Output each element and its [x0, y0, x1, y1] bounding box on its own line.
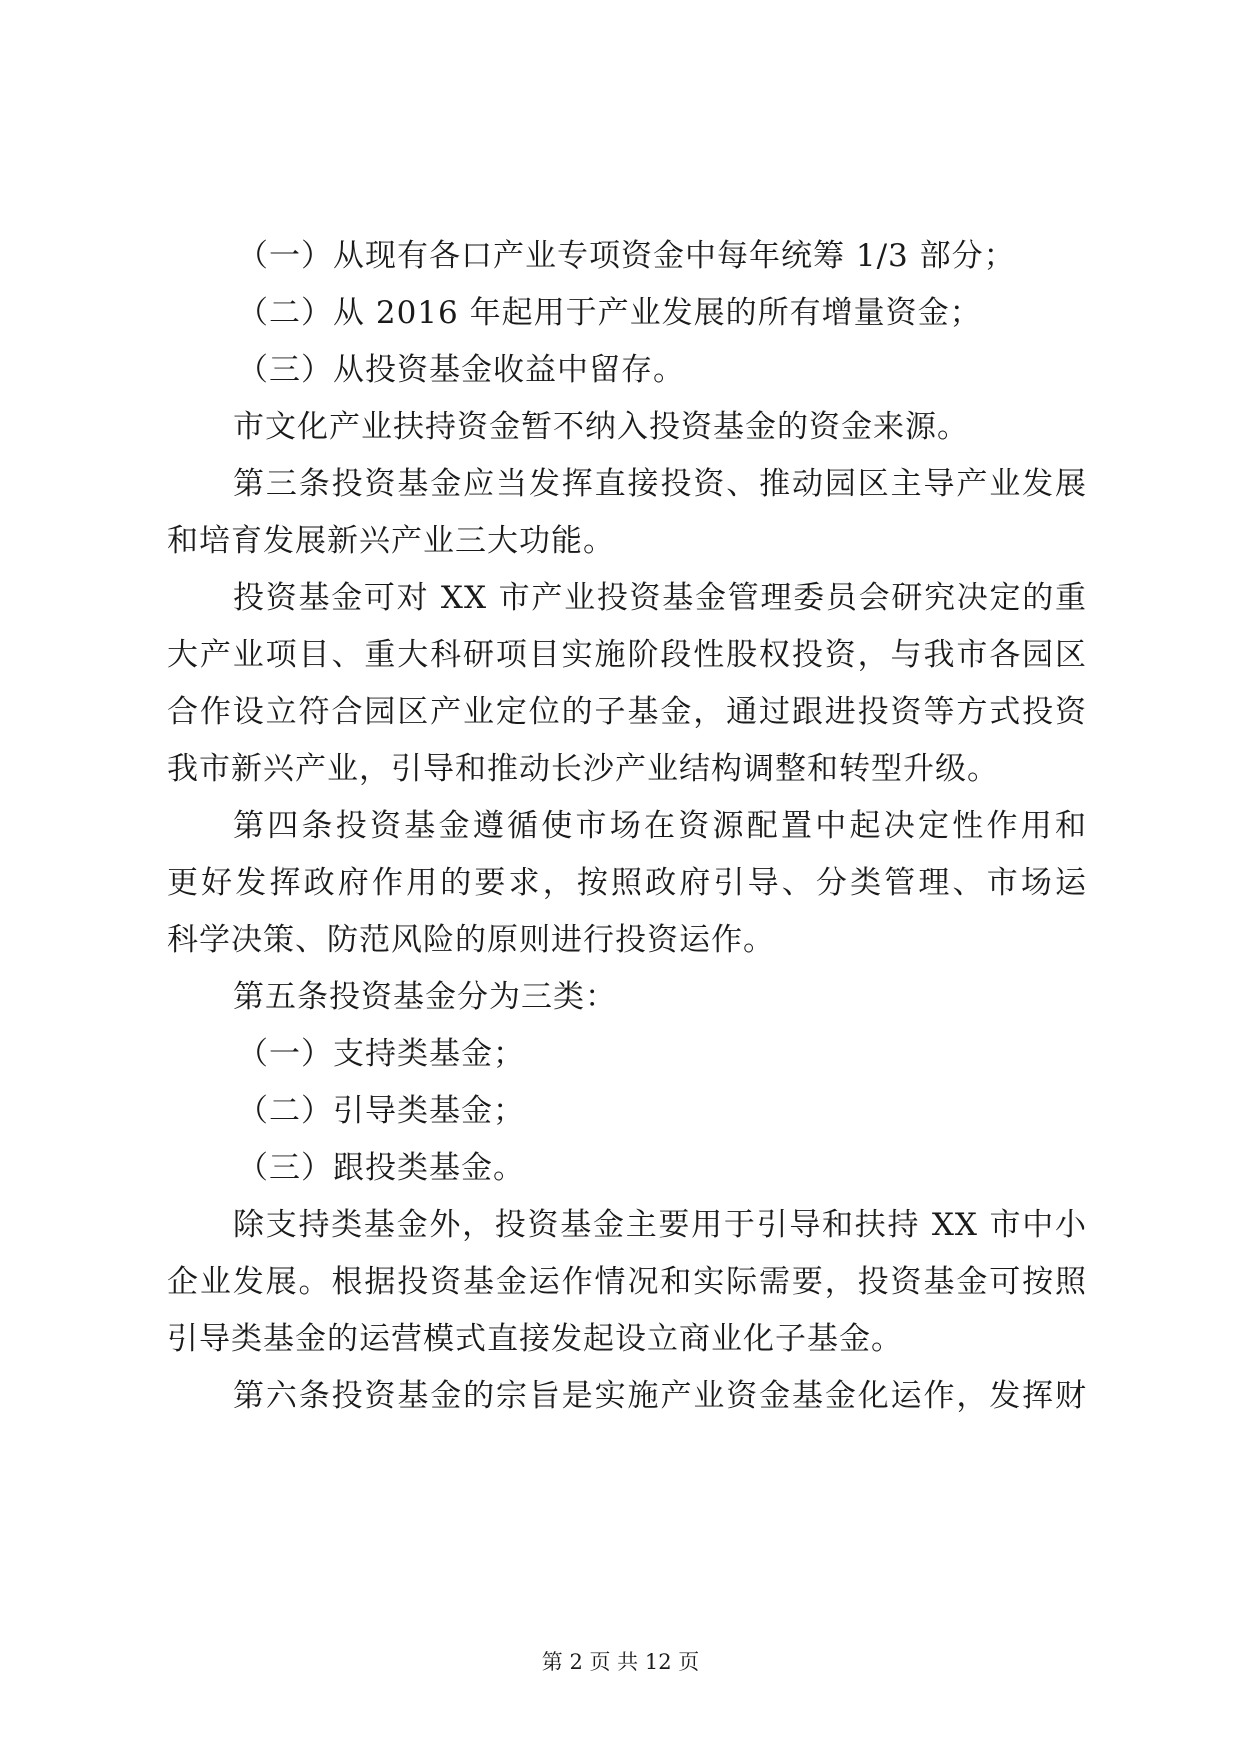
text-line: （三）从投资基金收益中留存。 — [237, 352, 685, 388]
text-line: （一）从现有各口产业专项资金中每年统筹 1/3 部分； — [237, 238, 1016, 274]
text-line: （三）跟投类基金。 — [237, 1150, 525, 1186]
page-footer: 第 2 页 共 12 页 — [541, 1650, 700, 1674]
text-line: 投资基金可对 XX 市产业投资基金管理委员会研究决定的重 — [233, 580, 1087, 616]
text-line: 市文化产业扶持资金暂不纳入投资基金的资金来源。 — [233, 409, 969, 445]
text-line: 第六条投资基金的宗旨是实施产业资金基金化运作，发挥财 — [233, 1378, 1087, 1414]
text-line: （二）从 2016 年起用于产业发展的所有增量资金； — [237, 295, 982, 331]
text-line: 企业发展。根据投资基金运作情况和实际需要，投资基金可按照 — [167, 1264, 1087, 1300]
text-line: （一）支持类基金； — [237, 1036, 525, 1072]
text-line: 第三条投资基金应当发挥直接投资、推动园区主导产业发展 — [233, 466, 1087, 502]
text-line: 引导类基金的运营模式直接发起设立商业化子基金。 — [167, 1321, 903, 1357]
text-line: 除支持类基金外，投资基金主要用于引导和扶持 XX 市中小 — [233, 1207, 1087, 1243]
text-line: 合作设立符合园区产业定位的子基金，通过跟进投资等方式投资 — [167, 694, 1087, 730]
text-line: 更好发挥政府作用的要求，按照政府引导、分类管理、市场运 — [167, 865, 1087, 901]
text-line: （二）引导类基金； — [237, 1093, 525, 1129]
text-line: 第四条投资基金遵循使市场在资源配置中起决定性作用和 — [233, 808, 1087, 844]
text-line: 和培育发展新兴产业三大功能。 — [167, 523, 615, 559]
text-line: 大产业项目、重大科研项目实施阶段性股权投资，与我市各园区 — [167, 637, 1087, 673]
text-line: 科学决策、防范风险的原则进行投资运作。 — [167, 922, 775, 958]
document-body — [167, 228, 1087, 1425]
text-line: 我市新兴产业，引导和推动长沙产业结构调整和转型升级。 — [167, 751, 999, 787]
text-line: 第五条投资基金分为三类： — [233, 979, 617, 1015]
